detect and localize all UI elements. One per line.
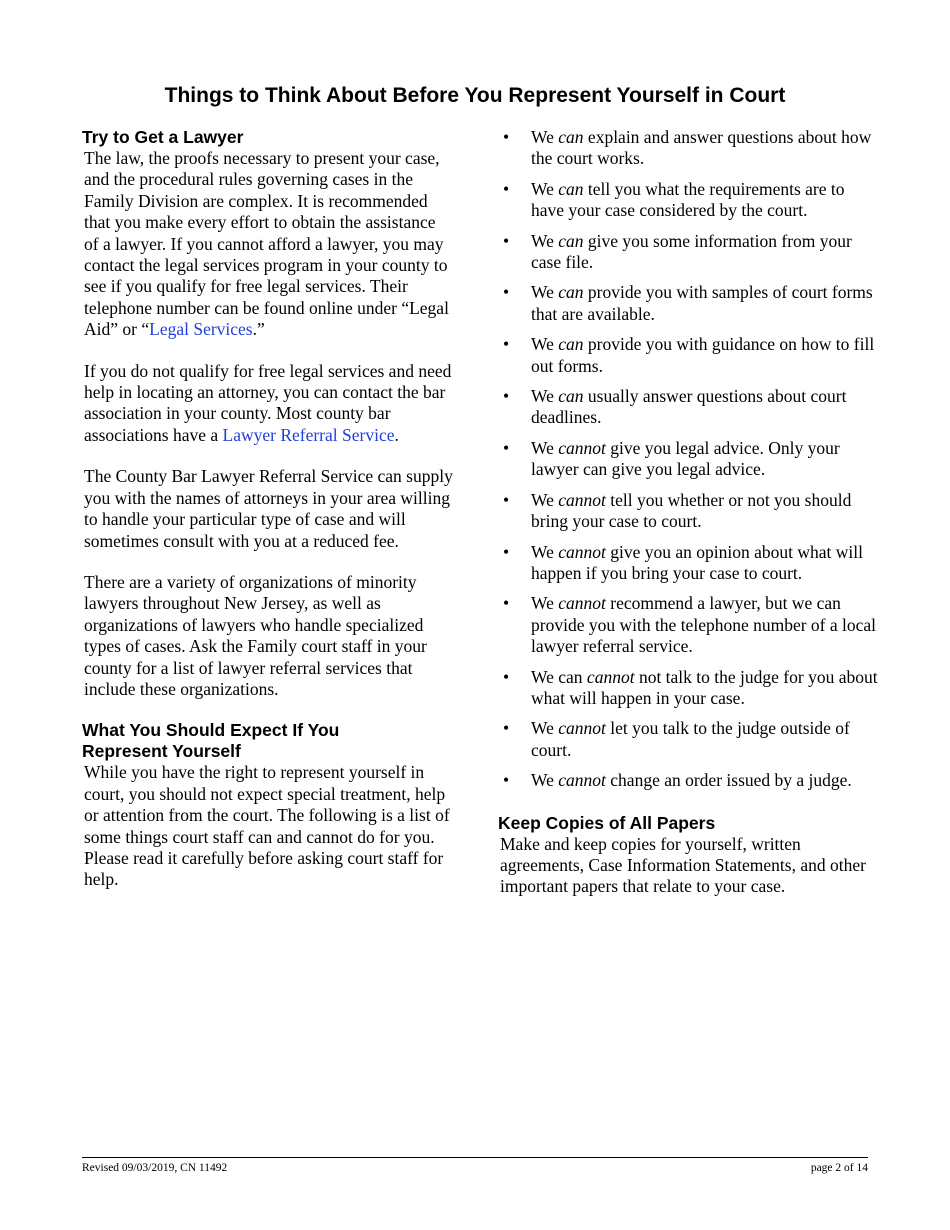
item-text: We can xyxy=(531,666,587,687)
item-emphasis: can xyxy=(558,230,584,251)
list-item xyxy=(498,667,878,710)
item-emphasis: can xyxy=(558,334,584,355)
item-text: We xyxy=(531,230,559,251)
list-item xyxy=(498,542,878,585)
item-text: We xyxy=(531,437,559,458)
paragraph-lawyer-intro xyxy=(84,148,454,341)
footer-page-number: page 2 of 14 xyxy=(810,1162,868,1174)
list-item xyxy=(498,127,878,170)
item-text: give you an opinion about what will happen if you bring your case to court. xyxy=(531,541,864,583)
paragraph-minority-lawyers: There are a variety of organizations of minority lawyers throughout New Jersey, as well as organizations of lawyers who handle specialized types of cases. Ask the Family court staff in your county for a list of lawyer referral services that include these organizations. xyxy=(84,571,427,699)
can-cannot-list xyxy=(498,127,878,792)
bullet-icon: • xyxy=(503,541,510,562)
item-emphasis: can xyxy=(558,127,584,147)
heading-line: Represent Yourself xyxy=(82,741,241,762)
item-text: give you legal advice. Only your lawyer can give you legal advice. xyxy=(531,437,840,480)
paragraph-tail: .” xyxy=(252,319,265,340)
item-emphasis: cannot xyxy=(558,437,606,458)
bullet-icon: • xyxy=(503,593,510,614)
bullet-icon: • xyxy=(503,386,510,407)
paragraph-text: The law, the proofs necessary to present your case, and the procedural rules governing cases in the Family Division are complex. It is recommended that you make every effort to obtain the assistance of a lawyer. If you cannot afford a lawyer, you may contact the legal services program in your county to see if you qualify for free legal services. Their telephone number can be found online under “Legal Aid” or “ xyxy=(84,148,449,340)
paragraph-keep-copies: Make and keep copies for yourself, written agreements, Case Information Statements, and other important papers that relate to your case. xyxy=(500,833,866,897)
item-emphasis: can xyxy=(558,178,584,199)
paragraph-expectations: While you have the right to represent yourself in court, you should not expect special treatment, help or attention from the court. The following is a list of some things court staff can and cannot do for you. Please read it carefully before asking court staff for help. xyxy=(84,762,450,890)
item-text: tell you what the requirements are to have your case considered by the court. xyxy=(531,178,845,221)
bullet-icon: • xyxy=(503,718,510,739)
footer-revision: Revised 09/03/2019, CN 11492 xyxy=(82,1162,228,1174)
section-heading-keep-copies: Keep Copies of All Papers xyxy=(498,812,716,833)
bullet-icon: • xyxy=(503,489,510,510)
list-item xyxy=(498,334,878,377)
item-text: provide you with guidance on how to fill out forms. xyxy=(531,334,875,376)
item-text: We xyxy=(531,127,559,147)
left-column xyxy=(82,127,454,911)
item-emphasis: cannot xyxy=(558,770,606,791)
item-emphasis: can xyxy=(558,386,584,407)
item-text: let you talk to the judge outside of court. xyxy=(531,718,850,760)
item-text: We xyxy=(531,489,559,510)
list-item xyxy=(498,770,878,791)
item-emphasis: cannot xyxy=(586,666,635,687)
lawyer-referral-service-link[interactable]: Lawyer Referral Service xyxy=(222,424,395,445)
item-text: We xyxy=(531,282,559,303)
item-text: give you some information from your case file. xyxy=(531,230,852,273)
item-emphasis: cannot xyxy=(558,489,606,510)
bullet-icon: • xyxy=(503,770,510,791)
heading-line: What You Should Expect If You xyxy=(82,720,340,741)
list-item xyxy=(498,386,878,429)
bullet-icon: • xyxy=(503,334,510,355)
item-text: tell you whether or not you should bring your case to court. xyxy=(531,489,852,532)
list-item xyxy=(498,593,878,657)
item-text: usually answer questions about court deadlines. xyxy=(531,386,847,428)
bullet-icon: • xyxy=(503,230,510,251)
item-emphasis: can xyxy=(558,282,584,303)
item-emphasis: cannot xyxy=(558,718,606,739)
right-column xyxy=(498,127,878,918)
item-emphasis: cannot xyxy=(558,593,606,614)
item-text: We xyxy=(531,718,559,739)
item-text: change an order issued by a judge. xyxy=(605,770,852,791)
item-text: provide you with samples of court forms that are available. xyxy=(531,282,873,324)
paragraph-referral-service: The County Bar Lawyer Referral Service can supply you with the names of attorneys in your area willing to handle your particular type of case and will sometimes consult with you at a reduced fee. xyxy=(84,466,453,551)
legal-services-link[interactable]: Legal Services xyxy=(149,319,253,340)
list-item xyxy=(498,438,878,481)
paragraph-tail: . xyxy=(394,424,399,445)
bullet-icon: • xyxy=(503,666,510,687)
bullet-icon: • xyxy=(503,437,510,458)
item-text: We xyxy=(531,334,559,355)
item-text: We xyxy=(531,386,559,407)
list-item xyxy=(498,282,878,325)
section-heading-try-to-get-a-lawyer: Try to Get a Lawyer xyxy=(82,127,244,147)
item-emphasis: cannot xyxy=(558,541,606,562)
bullet-icon: • xyxy=(503,282,510,303)
bullet-icon: • xyxy=(503,127,510,147)
item-text: not talk to the judge for you about what will happen in your case. xyxy=(531,666,878,708)
section-heading-what-to-expect xyxy=(82,720,454,762)
bullet-icon: • xyxy=(503,178,510,199)
page-footer xyxy=(82,1157,868,1175)
item-text: recommend a lawyer, but we can provide you with the telephone number of a local lawyer referral service. xyxy=(531,593,877,657)
item-text: We xyxy=(531,541,559,562)
list-item xyxy=(498,718,878,761)
list-item xyxy=(498,490,878,533)
paragraph-bar-association xyxy=(84,361,454,447)
list-item xyxy=(498,231,878,274)
list-item xyxy=(498,179,878,222)
item-text: We xyxy=(531,178,559,199)
item-text: We xyxy=(531,593,559,614)
item-text: explain and answer questions about how the court works. xyxy=(531,127,872,169)
item-text: We xyxy=(531,770,559,791)
page-title: Things to Think About Before You Represent Yourself in Court xyxy=(164,84,786,107)
paragraph-text: If you do not qualify for free legal services and need help in locating an attorney, you can contact the bar association in your county. Most county bar associations have a xyxy=(84,360,452,445)
